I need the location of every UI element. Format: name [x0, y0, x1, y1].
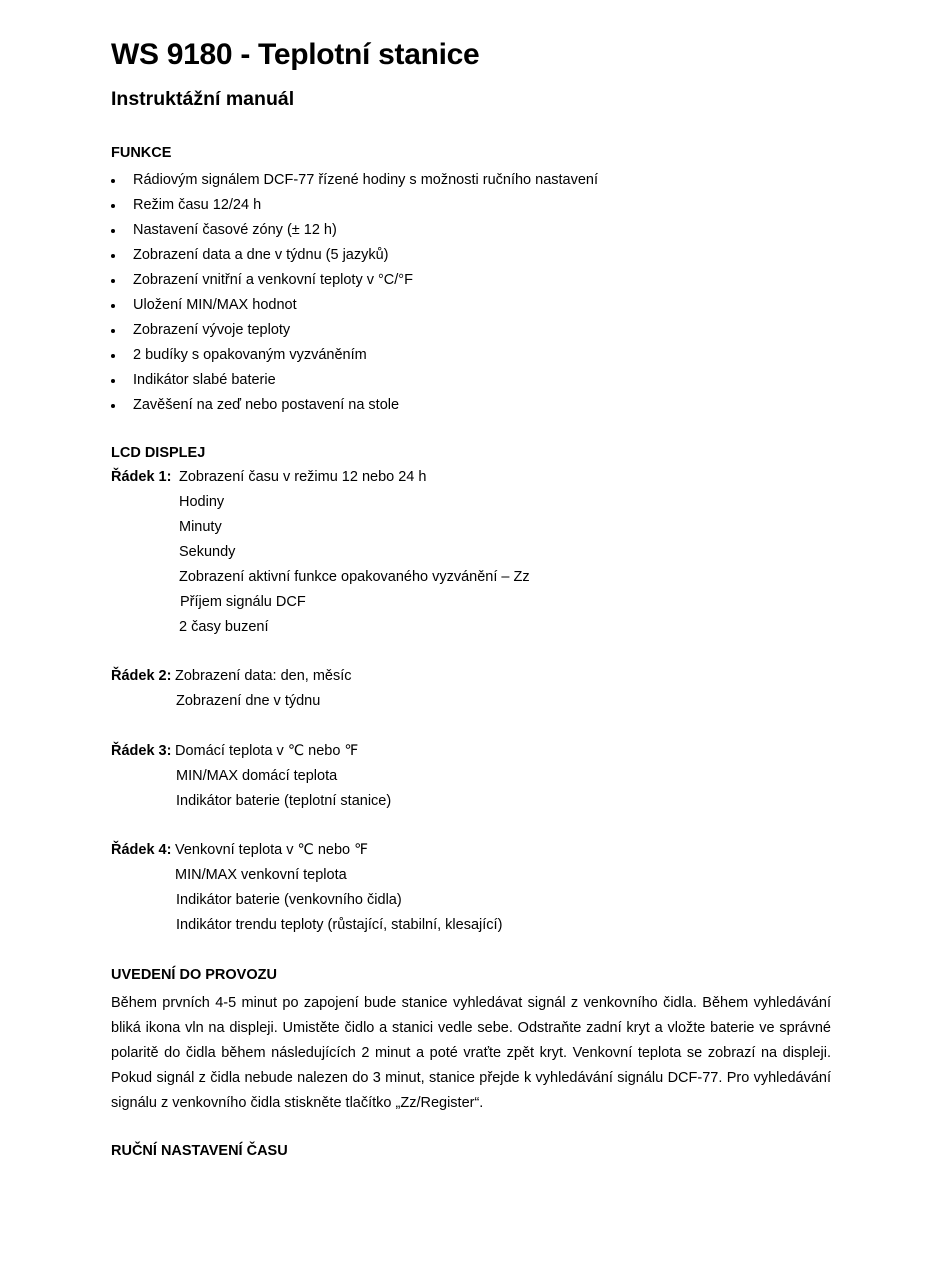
row-line: MIN/MAX domácí teplota [176, 768, 338, 784]
uvedeni-paragraph: Během prvních 4-5 minut po zapojení bude stanice vyhledávat signál z venkovního čidla. Během vyhledávání bliká ikona vln na displeji. Umistěte čidlo a stanici vedle sebe. Odstraňte zadní kryt a vložte baterie ve správné polaritě do čidla během následujících 2 minut a poté vraťte zpět kryt. Venkovní teplota se zobrazí na displeji. Pokud signál z čidla nebude nalezen do 3 minut, stanice přejde k vyhledávání signálu DCF-77. Pro vyhledávání signálu z venkovního čidla stiskněte tlačítko „Zz/Register“. [111, 995, 831, 1111]
row-line: Indikátor trendu teploty (růstající, stabilní, klesající) [176, 917, 503, 933]
row-label: Řádek 3: [111, 743, 172, 759]
list-item: 2 budíky s opakovaným vyzváněním [111, 343, 598, 368]
lcd-row-2 [111, 668, 352, 684]
row-line: Indikátor baterie (venkovního čidla) [176, 892, 402, 908]
list-item: Zavěšení na zeď nebo postavení na stole [111, 393, 598, 418]
row-line: Sekundy [179, 544, 236, 560]
row-line: Indikátor baterie (teplotní stanice) [176, 793, 392, 809]
lcd-row-1 [111, 469, 427, 485]
row-label: Řádek 1: [111, 469, 172, 485]
section-heading-rucni: RUČNÍ NASTAVENÍ ČASU [111, 1143, 288, 1159]
list-item: Zobrazení vývoje teploty [111, 318, 598, 343]
row-line: Zobrazení data: den, měsíc [175, 668, 352, 684]
list-item: Režim času 12/24 h [111, 193, 598, 218]
list-item: Zobrazení vnitřní a venkovní teploty v °C/°F [111, 268, 598, 293]
list-item: Uložení MIN/MAX hodnot [111, 293, 598, 318]
list-item: Indikátor slabé baterie [111, 368, 598, 393]
row-line: Venkovní teplota v ℃ nebo ℉ [175, 842, 368, 858]
list-item: Rádiovým signálem DCF-77 řízené hodiny s možnosti ručního nastavení [111, 168, 598, 193]
section-heading-lcd: LCD DISPLEJ [111, 445, 206, 461]
section-heading-uvedeni: UVEDENÍ DO PROVOZU [111, 967, 277, 983]
row-line: Hodiny [179, 494, 225, 510]
lcd-row-3 [111, 743, 359, 759]
row-line: Zobrazení dne v týdnu [176, 693, 321, 709]
row-line: Příjem signálu DCF [180, 594, 306, 610]
feature-list [111, 168, 598, 418]
lcd-row-4 [111, 842, 368, 858]
row-line: 2 časy buzení [179, 619, 269, 635]
page-title: WS 9180 - Teplotní stanice [111, 38, 480, 71]
row-label: Řádek 4: [111, 842, 172, 858]
list-item: Nastavení časové zóny (± 12 h) [111, 218, 598, 243]
page-subtitle: Instruktážní manuál [111, 88, 295, 110]
row-line: MIN/MAX venkovní teplota [175, 867, 347, 883]
list-item: Zobrazení data a dne v týdnu (5 jazyků) [111, 243, 598, 268]
row-line: Minuty [179, 519, 222, 535]
row-line: Domácí teplota v ℃ nebo ℉ [175, 743, 359, 759]
row-line: Zobrazení času v režimu 12 nebo 24 h [179, 469, 427, 485]
row-label: Řádek 2: [111, 668, 172, 684]
row-line: Zobrazení aktivní funkce opakovaného vyzvánění – Zz [179, 569, 530, 585]
section-heading-funkce: FUNKCE [111, 145, 172, 161]
